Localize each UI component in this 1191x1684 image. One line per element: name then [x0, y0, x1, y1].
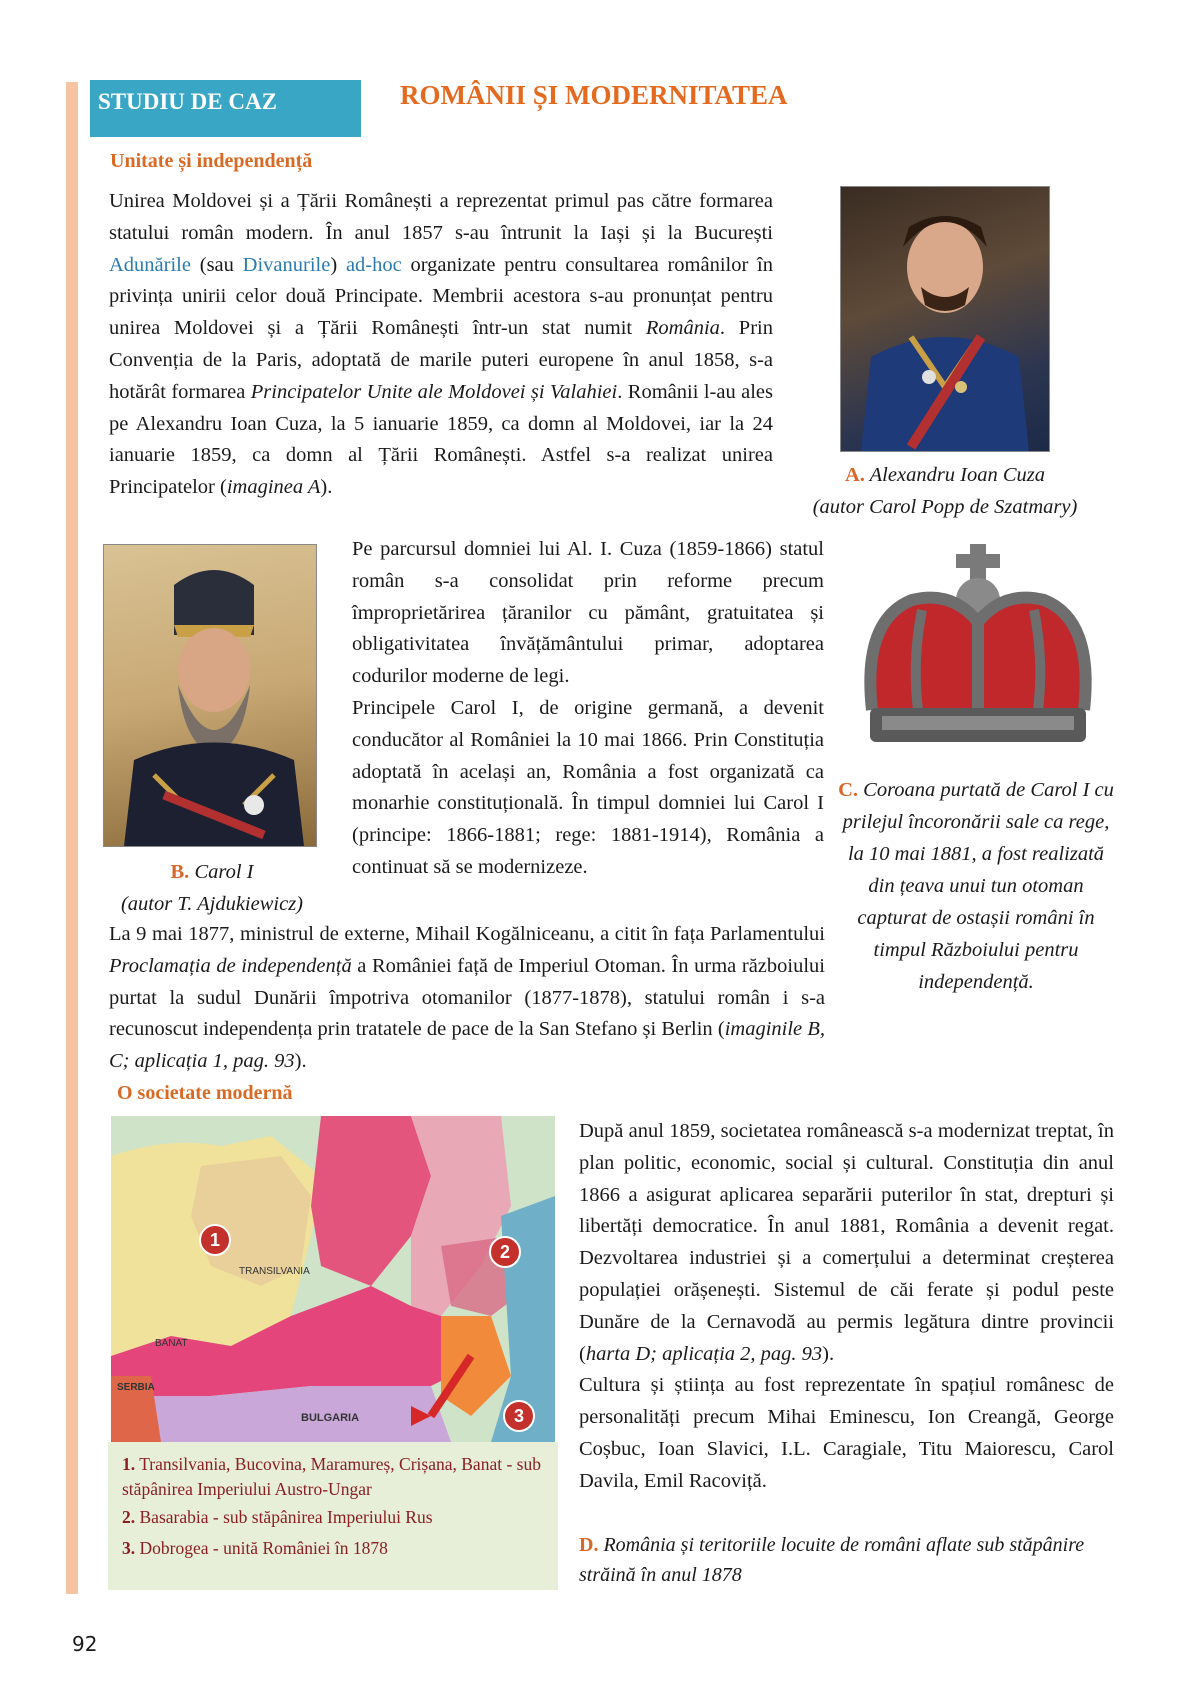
intro-paragraph: Unirea Moldovei și a Țării Românești a reprezentat primul pas către formarea statului român modern. În anul 1857 s-au întrunit la Iași și la București Adunările (sau Divanurile) ad-hoc organizate pentru consultarea românilor în privința unirii celor două Principate. Membrii acestora s-au pronunțat pentru unirea Moldovei și a Țării Românești într-un stat numit România. Prin Convenția de la Paris, adoptată de marile puteri europene în anul 1858, s-a hotărât formarea Principatelor Unite ale Moldovei și Valahiei. Românii l-au ales pe Alexandru Ioan Cuza, la 5 ianuarie 1859, ca domn al Moldovei, iar la 24 ianuarie 1859, ca domn al Țării Românești. Astfel s-a realizat unirea Principatelor (imaginea A). [109, 190, 774, 499]
portrait-cuza-image [840, 186, 1050, 452]
map-legend [108, 1442, 558, 1590]
map-marker-3: 3 [503, 1400, 535, 1432]
map-label: TRANSILVANIA [239, 1266, 310, 1277]
term-link[interactable]: Adunările [109, 253, 191, 276]
society-paragraph: După anul 1859, societatea românească s-a modernizat treptat, în plan politic, economic, social și cultural. Constituția din anul 1866 a asigurat aplicarea separării puterilor în stat, drepturi și libertăți democratice. În anul 1881, România a devenit regat. Dezvoltarea industriei și a comerțului a determinat creșterea populației orășenești. Sistemul de căi ferate și podul peste Dunăre de la Cernavodă au permis legătura dintre provincii (harta D; aplicația 2, pag. 93). Cultura și știința au fost reprezentate în spațiul românesc de personalități precum Mihai Eminescu, Ion Creangă, George Coșbuc, Ioan Slavici, I.L. Caragiale, Titu Maiorescu, Carol Davila, Emil Racoviță. [579, 1120, 1114, 1492]
reforms-paragraph: Pe parcursul domniei lui Al. I. Cuza (1859-1866) statul român s-a consolidat prin reforme precum împroprietărirea țăranilor cu pământ, gratuitatea și obligativitatea învățământului primar, adoptarea codurilor moderne de legi. Principele Carol I, de origine germană, a devenit conducător al României la 10 mai 1866. Prin Constituția adoptată în același an, România a fost organizată ca monarhie constituțională. În timpul domniei lui Carol I (principe: 1866-1881; rege: 1881-1914), România a continuat să se modernizeze. [352, 538, 824, 878]
caption-a: A. Alexandru Ioan Cuza (autor Carol Popp de Szatmary) [812, 464, 1078, 518]
independence-paragraph: La 9 mai 1877, ministrul de externe, Mihail Kogălniceanu, a citit în fața Parlamentului Proclamația de independență a României față de Imperiul Otoman. În urma războiului purtat la sudul Dunării împotriva otomanilor (1877-1878), statului român i s-a recunoscut independența prin tratatele de pace de la San Stefano și Berlin (imaginile B, C; aplicația 1, pag. 93). [109, 923, 825, 1073]
case-study-badge: STUDIU DE CAZ [90, 80, 361, 137]
left-margin-bar [66, 82, 78, 1594]
map-label: SERBIA [117, 1382, 155, 1393]
caption-b: B. Carol I (autor T. Ajdukiewicz) [120, 861, 304, 915]
legend-item: 3. Dobrogea - unită României în 1878 [122, 1538, 388, 1558]
page-number: 92 [72, 1632, 98, 1656]
caption-d: D. România și teritoriile locuite de români aflate sub stăpânire străină în anul 1878 [579, 1534, 1085, 1586]
portrait-carol-image [103, 544, 317, 847]
caption-c: C. Coroana purtată de Carol I cu prilejul încoronării sale ca rege, la 10 mai 1881, a fost realizată din țeava unui tun otoman capturat de ostașii români în timpul Războiului pentru independență. [838, 779, 1114, 993]
map-label: BULGARIA [301, 1412, 360, 1424]
crown-image [852, 540, 1104, 762]
legend-item: 2. Basarabia - sub stăpânirea Imperiului Rus [122, 1507, 433, 1527]
term-link[interactable]: ad-hoc [345, 253, 402, 276]
map-marker-1: 1 [199, 1224, 231, 1256]
historical-map-image [111, 1116, 555, 1442]
map-marker-2: 2 [489, 1236, 521, 1268]
term-link[interactable]: Divanurile [242, 253, 331, 276]
map-label: BANAT [155, 1338, 188, 1349]
section-heading-society: O societate modernă [117, 1082, 293, 1104]
section-heading-unity: Unitate și independență [110, 150, 313, 172]
page-title: ROMÂNII ȘI MODERNITATEA [400, 80, 788, 110]
legend-item: 1. Transilvania, Bucovina, Maramureș, Crișana, Banat - sub stăpânirea Imperiului Austro-Ungar [122, 1454, 541, 1499]
